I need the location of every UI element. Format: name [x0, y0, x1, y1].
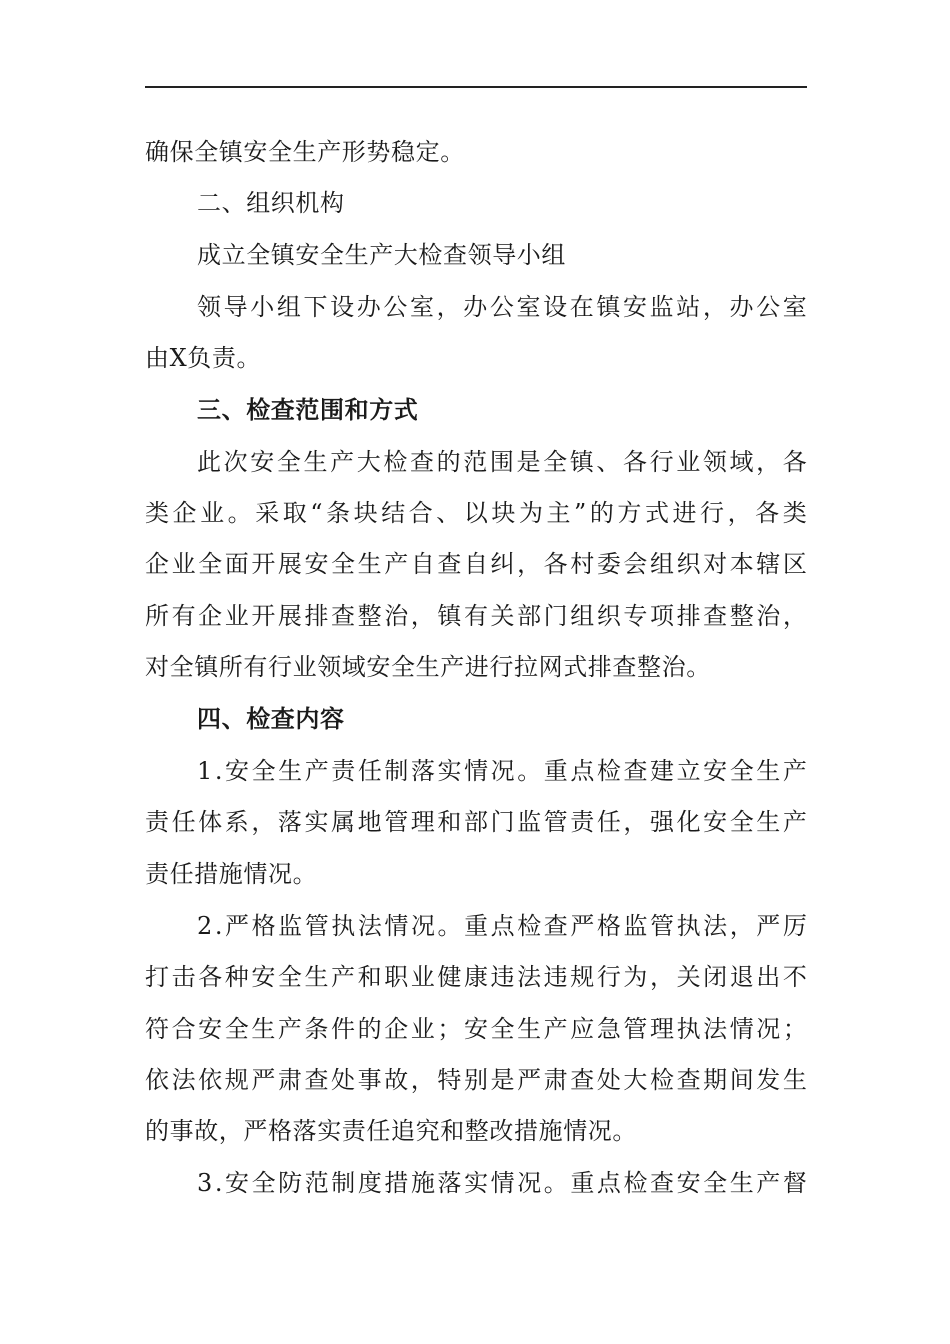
text-line: 责 任 体 系 ， 落 实 属 地 管 理 和 部 门 监 管 责 任 ， 强 化 安 全 生 产	[145, 808, 807, 836]
text-line: 3 . 安 全 防 范 制 度 措 施 落 实 情 况 。 重 点 检 查 安 全 生 产 督	[197, 1169, 807, 1197]
text-line: 领 导 小 组 下 设 办 公 室 ， 办 公 室 设 在 镇 安 监 站 ， 办 公 室	[197, 293, 807, 321]
header-rule	[145, 86, 807, 88]
text-line: 企 业 全 面 开 展 安 全 生 产 自 查 自 纠 ， 各 村 委 会 组 织 对 本 辖 区	[145, 550, 807, 578]
section-heading: 三、检查范围和方式	[197, 395, 419, 424]
text-line: 符 合 安 全 生 产 条 件 的 企 业 ； 安 全 生 产 应 急 管 理 执 法 情 况 ；	[145, 1015, 807, 1043]
text-line: 打 击 各 种 安 全 生 产 和 职 业 健 康 违 法 违 规 行 为 ， 关 闭 退 出 不	[145, 963, 807, 991]
text-line: 确保全镇安全生产形势稳定。	[145, 138, 465, 166]
text-line: 由X负责。	[145, 344, 262, 372]
text-line: 2 . 严 格 监 管 执 法 情 况 。 重 点 检 查 严 格 监 管 执 法 ， 严 厉	[197, 912, 807, 940]
text-line: 成立全镇安全生产大检查领导小组	[197, 241, 566, 269]
text-line: 1 . 安 全 生 产 责 任 制 落 实 情 况 。 重 点 检 查 建 立 安 全 生 产	[197, 757, 807, 785]
text-line: 依 法 依 规 严 肃 查 处 事 故 ， 特 别 是 严 肃 查 处 大 检 查 期 间 发 生	[145, 1066, 807, 1094]
text-line: 的事故，严格落实责任追究和整改措施情况。	[145, 1117, 637, 1145]
text-line: 责任措施情况。	[145, 860, 318, 888]
section-heading: 四、检查内容	[197, 704, 345, 733]
section-heading: 二、组织机构	[197, 189, 345, 217]
text-line: 此 次 安 全 生 产 大 检 查 的 范 围 是 全 镇 、 各 行 业 领 域 ， 各	[197, 448, 807, 476]
text-line: 所 有 企 业 开 展 排 查 整 治 ， 镇 有 关 部 门 组 织 专 项 排 查 整 治 ，	[145, 602, 807, 630]
text-line: 类 企 业 。 采 取 “ 条 块 结 合 、 以 块 为 主 ” 的 方 式 进 行 ， 各 类	[145, 499, 807, 527]
text-line: 对全镇所有行业领域安全生产进行拉网式排查整治。	[145, 653, 711, 681]
